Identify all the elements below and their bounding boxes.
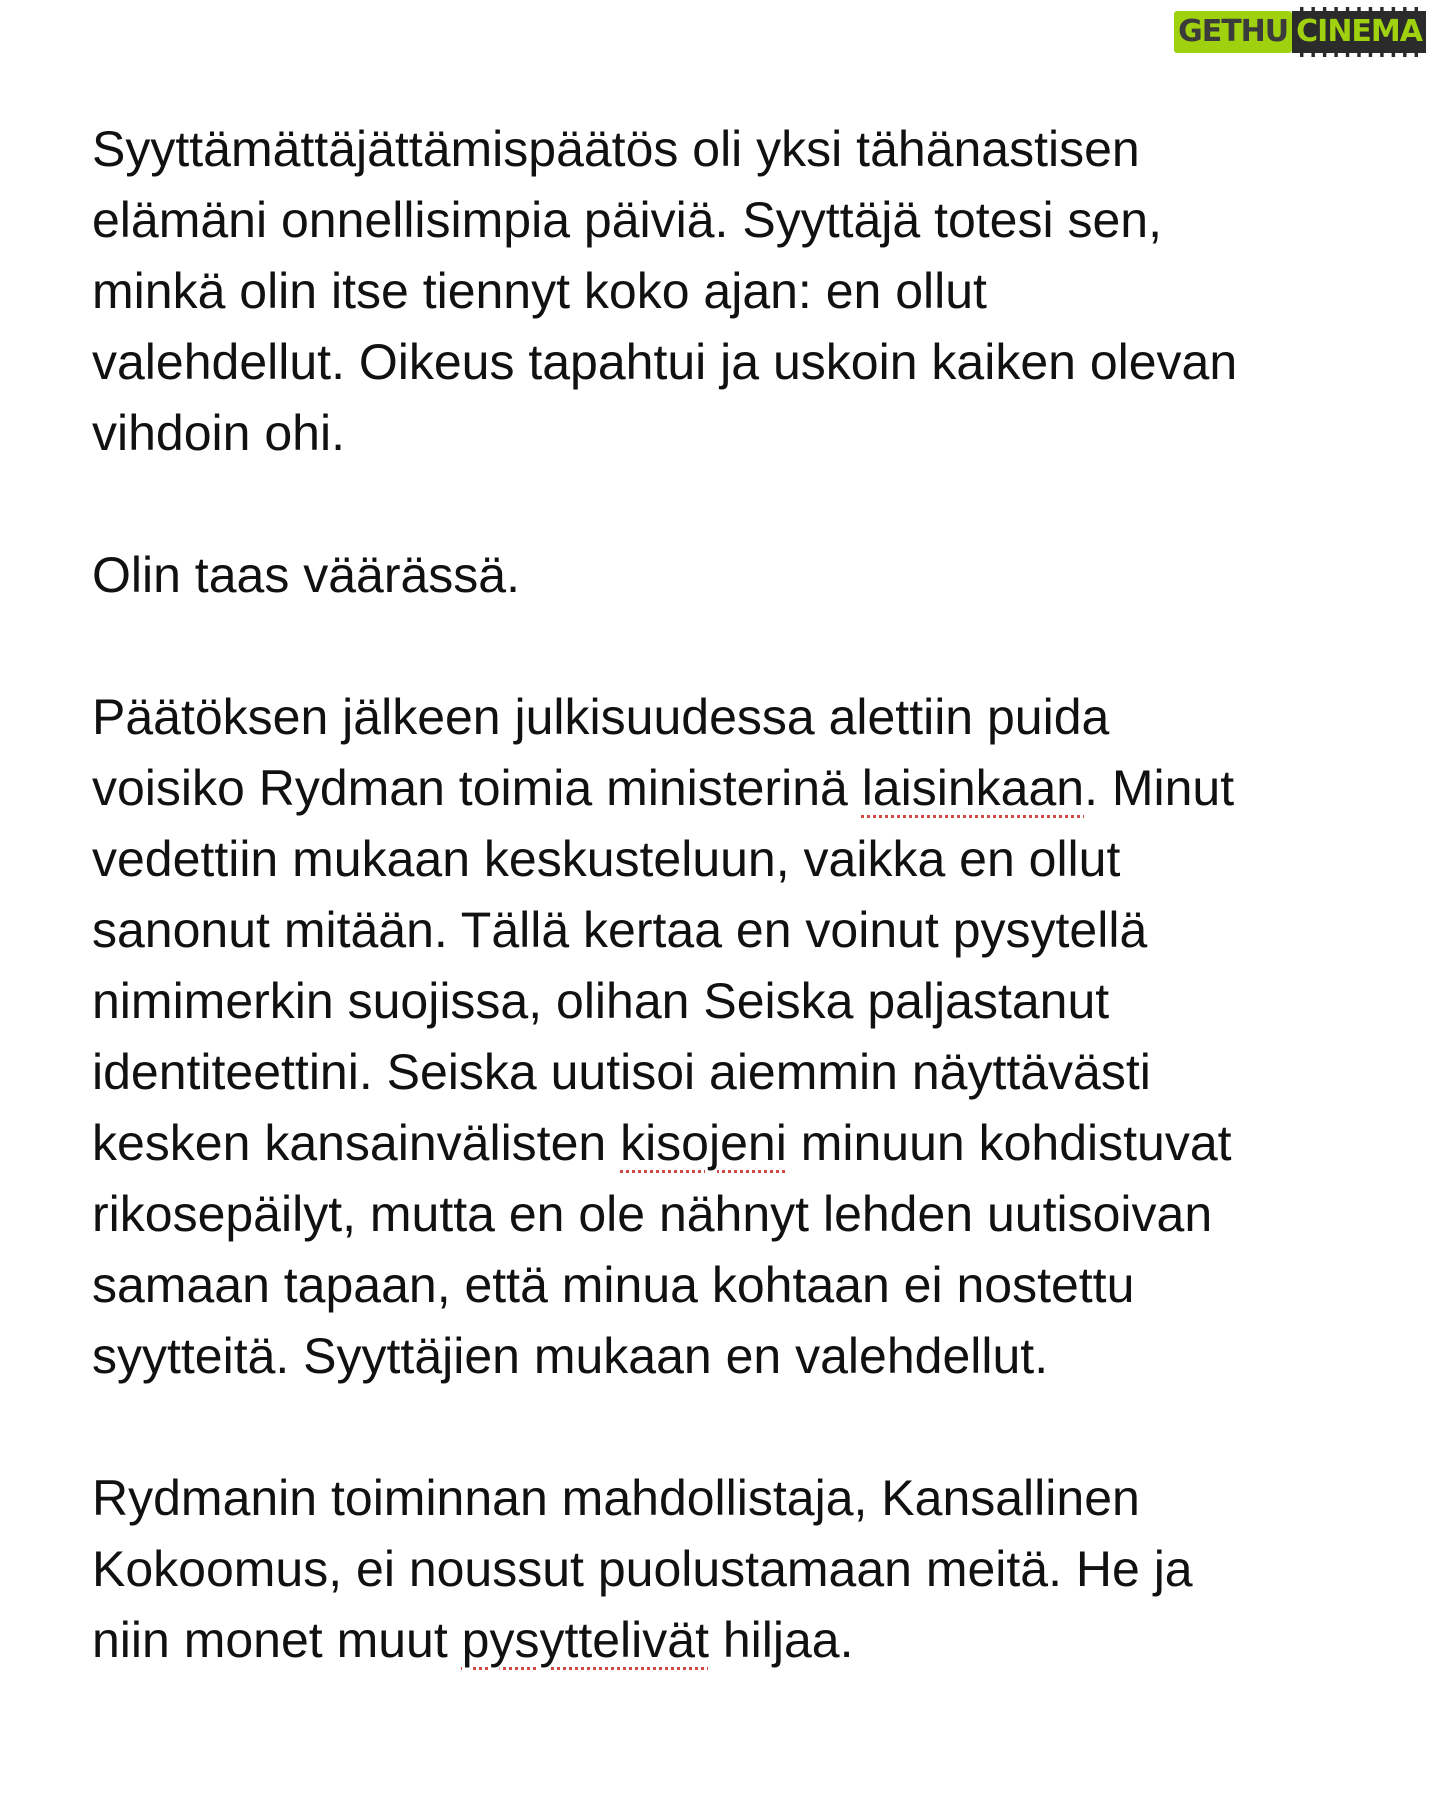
paragraph xyxy=(92,682,1382,1392)
text-line: vihdoin ohi. xyxy=(92,405,345,461)
text-line: rikosepäilyt, mutta en ole nähnyt lehden uutisoivan xyxy=(92,1186,1213,1242)
text-segment: niin monet muut xyxy=(92,1612,462,1668)
text-line: Päätöksen jälkeen julkisuudessa alettiin puida xyxy=(92,689,1110,745)
watermark-part-cinema: CINEMA xyxy=(1292,7,1426,57)
text-line: Olin taas väärässä. xyxy=(92,547,520,603)
document-body xyxy=(92,114,1382,1747)
watermark-part-gethu: GETHU xyxy=(1174,11,1292,53)
text-line: nimimerkin suojissa, olihan Seiska paljastanut xyxy=(92,973,1110,1029)
gethucinema-watermark-logo xyxy=(1174,10,1426,54)
text-line: elämäni onnellisimpia päiviä. Syyttäjä totesi sen, xyxy=(92,192,1162,248)
text-line: sanonut mitään. Tällä kertaa en voinut pysytellä xyxy=(92,902,1148,958)
text-line: vedettiin mukaan keskusteluun, vaikka en ollut xyxy=(92,831,1121,887)
paragraph xyxy=(92,540,1382,611)
text-line xyxy=(92,1108,1382,1179)
text-line: Syyttämättäjättämispäätös oli yksi tähänastisen xyxy=(92,121,1140,177)
spellcheck-flagged-word: pysyttelivät xyxy=(461,1612,709,1668)
spellcheck-flagged-word: kisojeni xyxy=(620,1115,787,1171)
text-line: samaan tapaan, että minua kohtaan ei nostettu xyxy=(92,1257,1135,1313)
text-segment: kesken kansainvälisten xyxy=(92,1115,621,1171)
text-segment: . Minut xyxy=(1084,760,1235,816)
text-line: syytteitä. Syyttäjien mukaan en valehdellut. xyxy=(92,1328,1049,1384)
text-line xyxy=(92,753,1382,824)
text-line: minkä olin itse tiennyt koko ajan: en ollut xyxy=(92,263,987,319)
text-segment: minuun kohdistuvat xyxy=(786,1115,1232,1171)
text-line xyxy=(92,1605,1382,1676)
paragraph xyxy=(92,1463,1382,1676)
spellcheck-flagged-word: laisinkaan xyxy=(861,760,1085,816)
text-line: Kokoomus, ei noussut puolustamaan meitä. He ja xyxy=(92,1541,1193,1597)
paragraph xyxy=(92,114,1382,469)
text-line: Rydmanin toiminnan mahdollistaja, Kansallinen xyxy=(92,1470,1140,1526)
text-segment: hiljaa. xyxy=(708,1612,854,1668)
text-segment: voisiko Rydman toimia ministerinä xyxy=(92,760,862,816)
text-line: valehdellut. Oikeus tapahtui ja uskoin kaiken olevan xyxy=(92,334,1238,390)
text-line: identiteettini. Seiska uutisoi aiemmin näyttävästi xyxy=(92,1044,1151,1100)
